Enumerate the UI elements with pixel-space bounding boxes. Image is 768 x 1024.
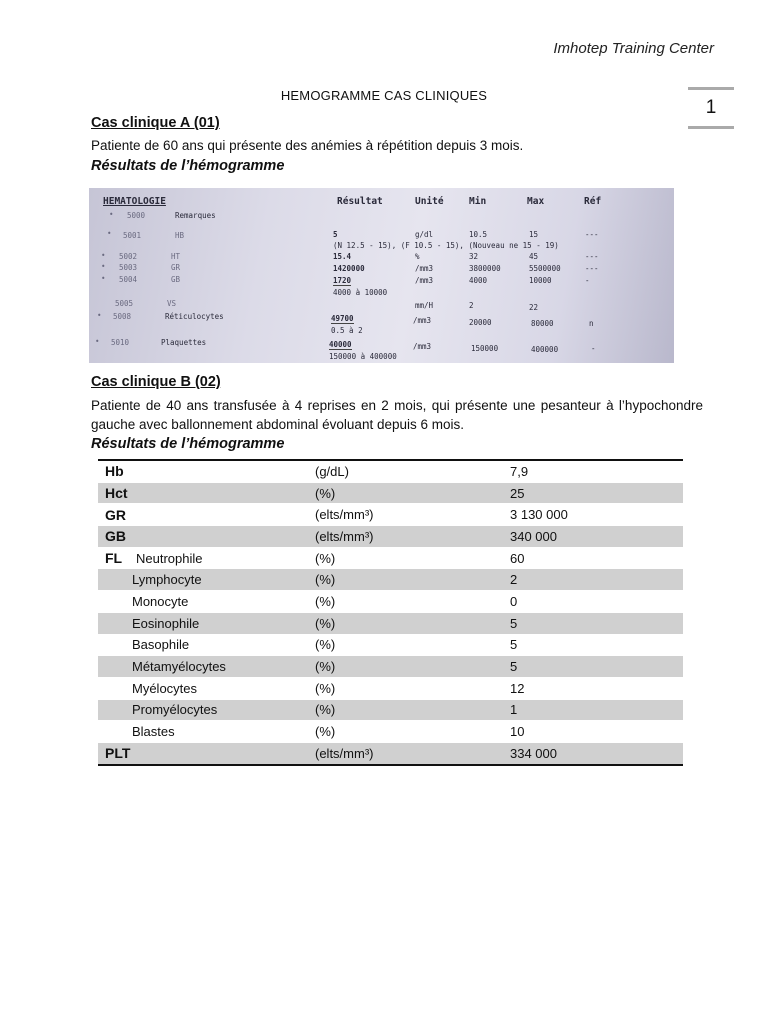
- unit-cell: (%): [308, 656, 503, 678]
- parameter-cell: [98, 526, 308, 548]
- case-b-heading: Cas clinique B (02): [91, 374, 221, 390]
- lab-row-ref: -: [591, 344, 596, 353]
- lab-row-result: 15.4: [333, 252, 352, 261]
- table-row: [98, 634, 683, 656]
- lab-row-code: 5001: [123, 231, 142, 240]
- value-cell: 5: [503, 656, 683, 678]
- lab-row-max: 15: [529, 230, 539, 239]
- lab-row-code: 5003: [119, 263, 138, 272]
- parameter-sublabel: Neutrophile: [136, 551, 203, 567]
- lab-row-marker: •: [97, 311, 102, 320]
- case-b-results-heading: Résultats de l’hémogramme: [91, 436, 285, 452]
- lab-row-ref: ---: [585, 230, 599, 239]
- unit-cell: (%): [308, 612, 503, 634]
- table-row: [98, 526, 683, 548]
- lab-row-norms: (N 12.5 - 15), (F 10.5 - 15), (Nouveau ne 15 - 19): [333, 241, 559, 250]
- value-cell: 3 130 000: [503, 504, 683, 526]
- lab-row-marker: •: [95, 337, 100, 346]
- table-row: [98, 612, 683, 634]
- page-number: 1: [688, 87, 734, 129]
- table-row: [98, 591, 683, 613]
- unit-cell: (%): [308, 482, 503, 504]
- parameter-cell: [98, 699, 308, 721]
- unit-cell: (%): [308, 569, 503, 591]
- lab-row-name: Plaquettes: [161, 338, 207, 347]
- parameter-cell: [98, 612, 308, 634]
- lab-row-result: 1720: [333, 276, 352, 285]
- parameter-cell: [98, 482, 308, 504]
- parameter-sublabel: Basophile: [132, 637, 190, 653]
- lab-row-min: 20000: [469, 318, 492, 327]
- lab-row-name: HT: [171, 252, 181, 261]
- unit-cell: (elts/mm³): [308, 504, 503, 526]
- parameter-cell: [98, 656, 308, 678]
- lab-row-marker: •: [101, 262, 106, 271]
- value-cell: 7,9: [503, 460, 683, 482]
- lab-row-code: 5002: [119, 252, 138, 261]
- lab-row-min: 32: [469, 252, 479, 261]
- table-row: [98, 721, 683, 743]
- value-cell: 2: [503, 569, 683, 591]
- table-row: [98, 460, 683, 482]
- lab-row-unit: /mm3: [413, 342, 432, 351]
- lab-row-result: 1420000: [333, 264, 365, 273]
- lab-row-min: 4000: [469, 276, 488, 285]
- lab-row-max: 400000: [531, 345, 559, 354]
- table-row: [98, 482, 683, 504]
- lab-col-min: Min: [469, 196, 487, 207]
- parameter-cell: [98, 460, 308, 482]
- parameter-label: FL: [105, 550, 123, 567]
- parameter-label: Hct: [105, 485, 128, 502]
- lab-row-name: HB: [175, 231, 185, 240]
- table-row: [98, 656, 683, 678]
- parameter-label: GR: [105, 506, 126, 523]
- table-row: [98, 677, 683, 699]
- lab-row-unit: mm/H: [415, 301, 434, 310]
- parameter-cell: [98, 591, 308, 613]
- lab-row-ref: ---: [585, 264, 599, 273]
- lab-row-name: Réticulocytes: [165, 312, 224, 321]
- lab-row-unit: g/dl: [415, 230, 434, 239]
- table-row: [98, 699, 683, 721]
- lab-row-ref: n: [589, 319, 594, 328]
- parameter-cell: [98, 504, 308, 526]
- case-a-results-heading: Résultats de l’hémogramme: [91, 158, 285, 174]
- lab-row-unit: %: [415, 252, 420, 261]
- lab-row-name: Remarques: [175, 211, 216, 220]
- table-row: [98, 504, 683, 526]
- lab-col-result: Résultat: [337, 196, 383, 207]
- lab-row-min: 2: [469, 301, 474, 310]
- lab-row-unit: /mm3: [413, 316, 432, 325]
- lab-row-min: 3800000: [469, 264, 501, 273]
- value-cell: 5: [503, 634, 683, 656]
- value-cell: 5: [503, 612, 683, 634]
- lab-row-marker: •: [109, 210, 114, 219]
- value-cell: 12: [503, 677, 683, 699]
- document-title: HEMOGRAMME CAS CLINIQUES: [280, 88, 488, 103]
- lab-row-unit: /mm3: [415, 264, 434, 273]
- lab-row-code: 5004: [119, 275, 138, 284]
- lab-row-max: 45: [529, 252, 539, 261]
- table-row: [98, 569, 683, 591]
- value-cell: 0: [503, 591, 683, 613]
- unit-cell: (%): [308, 547, 503, 569]
- case-a-heading: Cas clinique A (01): [91, 115, 220, 131]
- lab-row-code: 5008: [113, 312, 132, 321]
- lab-row-result: 49700: [331, 314, 354, 323]
- table-row: [98, 547, 683, 569]
- unit-cell: (g/dL): [308, 460, 503, 482]
- lab-row-ref: ---: [585, 252, 599, 261]
- lab-row-min: 10.5: [469, 230, 488, 239]
- lab-row-marker: •: [101, 274, 106, 283]
- parameter-cell: [98, 677, 308, 699]
- parameter-cell: [98, 742, 308, 764]
- case-b-description: Patiente de 40 ans transfusée à 4 reprises en 2 mois, qui présente une pesanteur à l’hypochondre gauche avec ballonnement abdominal évoluant depuis 6 mois.: [91, 398, 703, 432]
- lab-section-title: HEMATOLOGIE: [103, 196, 166, 207]
- value-cell: 60: [503, 547, 683, 569]
- parameter-sublabel: Myélocytes: [132, 680, 198, 696]
- lab-row-max: 80000: [531, 319, 554, 328]
- lab-col-max: Max: [527, 196, 545, 207]
- lab-row-code: 5010: [111, 338, 130, 347]
- lab-report-photo: [89, 188, 674, 363]
- parameter-sublabel: Lymphocyte: [132, 572, 202, 588]
- unit-cell: (%): [308, 634, 503, 656]
- value-cell: 340 000: [503, 526, 683, 548]
- parameter-sublabel: Monocyte: [132, 593, 189, 609]
- parameter-cell: [98, 547, 308, 569]
- unit-cell: (elts/mm³): [308, 526, 503, 548]
- parameter-sublabel: Eosinophile: [132, 615, 200, 631]
- lab-row-code: 5005: [115, 299, 134, 308]
- lab-row-ref: -: [585, 276, 590, 285]
- lab-row-unit: /mm3: [415, 276, 434, 285]
- table-row: [98, 742, 683, 764]
- parameter-cell: [98, 569, 308, 591]
- unit-cell: (%): [308, 591, 503, 613]
- lab-row-min: 150000: [471, 344, 499, 353]
- parameter-label: GB: [105, 528, 126, 545]
- lab-col-ref: Réf: [584, 196, 602, 207]
- lab-row-name: VS: [167, 299, 177, 308]
- parameter-sublabel: Métamyélocytes: [132, 659, 226, 675]
- lab-col-unit: Unité: [415, 196, 444, 207]
- parameter-label: Hb: [105, 463, 124, 480]
- value-cell: 25: [503, 482, 683, 504]
- parameter-sublabel: Blastes: [132, 724, 175, 740]
- lab-row-norms: 150000 à 400000: [329, 352, 397, 361]
- lab-row-code: 5000: [127, 211, 146, 220]
- lab-row-marker: •: [107, 229, 112, 238]
- unit-cell: (elts/mm³): [308, 742, 503, 764]
- value-cell: 10: [503, 721, 683, 743]
- lab-row-max: 22: [529, 303, 539, 312]
- parameter-label: PLT: [105, 745, 131, 762]
- parameter-cell: [98, 721, 308, 743]
- lab-row-max: 10000: [529, 276, 552, 285]
- parameter-sublabel: Promyélocytes: [132, 702, 218, 718]
- value-cell: 1: [503, 699, 683, 721]
- lab-row-result: 5: [333, 230, 338, 239]
- lab-row-name: GR: [171, 263, 181, 272]
- lab-row-marker: •: [101, 251, 106, 260]
- unit-cell: (%): [308, 721, 503, 743]
- lab-row-norms: 0.5 à 2: [331, 326, 363, 335]
- lab-row-name: GB: [171, 275, 181, 284]
- header-brand: Imhotep Training Center: [553, 40, 714, 57]
- parameter-cell: [98, 634, 308, 656]
- hemogram-table: [98, 459, 683, 766]
- lab-row-max: 5500000: [529, 264, 561, 273]
- lab-row-result: 40000: [329, 340, 352, 349]
- unit-cell: (%): [308, 677, 503, 699]
- unit-cell: (%): [308, 699, 503, 721]
- lab-row-norms: 4000 à 10000: [333, 288, 388, 297]
- value-cell: 334 000: [503, 742, 683, 764]
- case-a-description: Patiente de 60 ans qui présente des anémies à répétition depuis 3 mois.: [91, 138, 524, 153]
